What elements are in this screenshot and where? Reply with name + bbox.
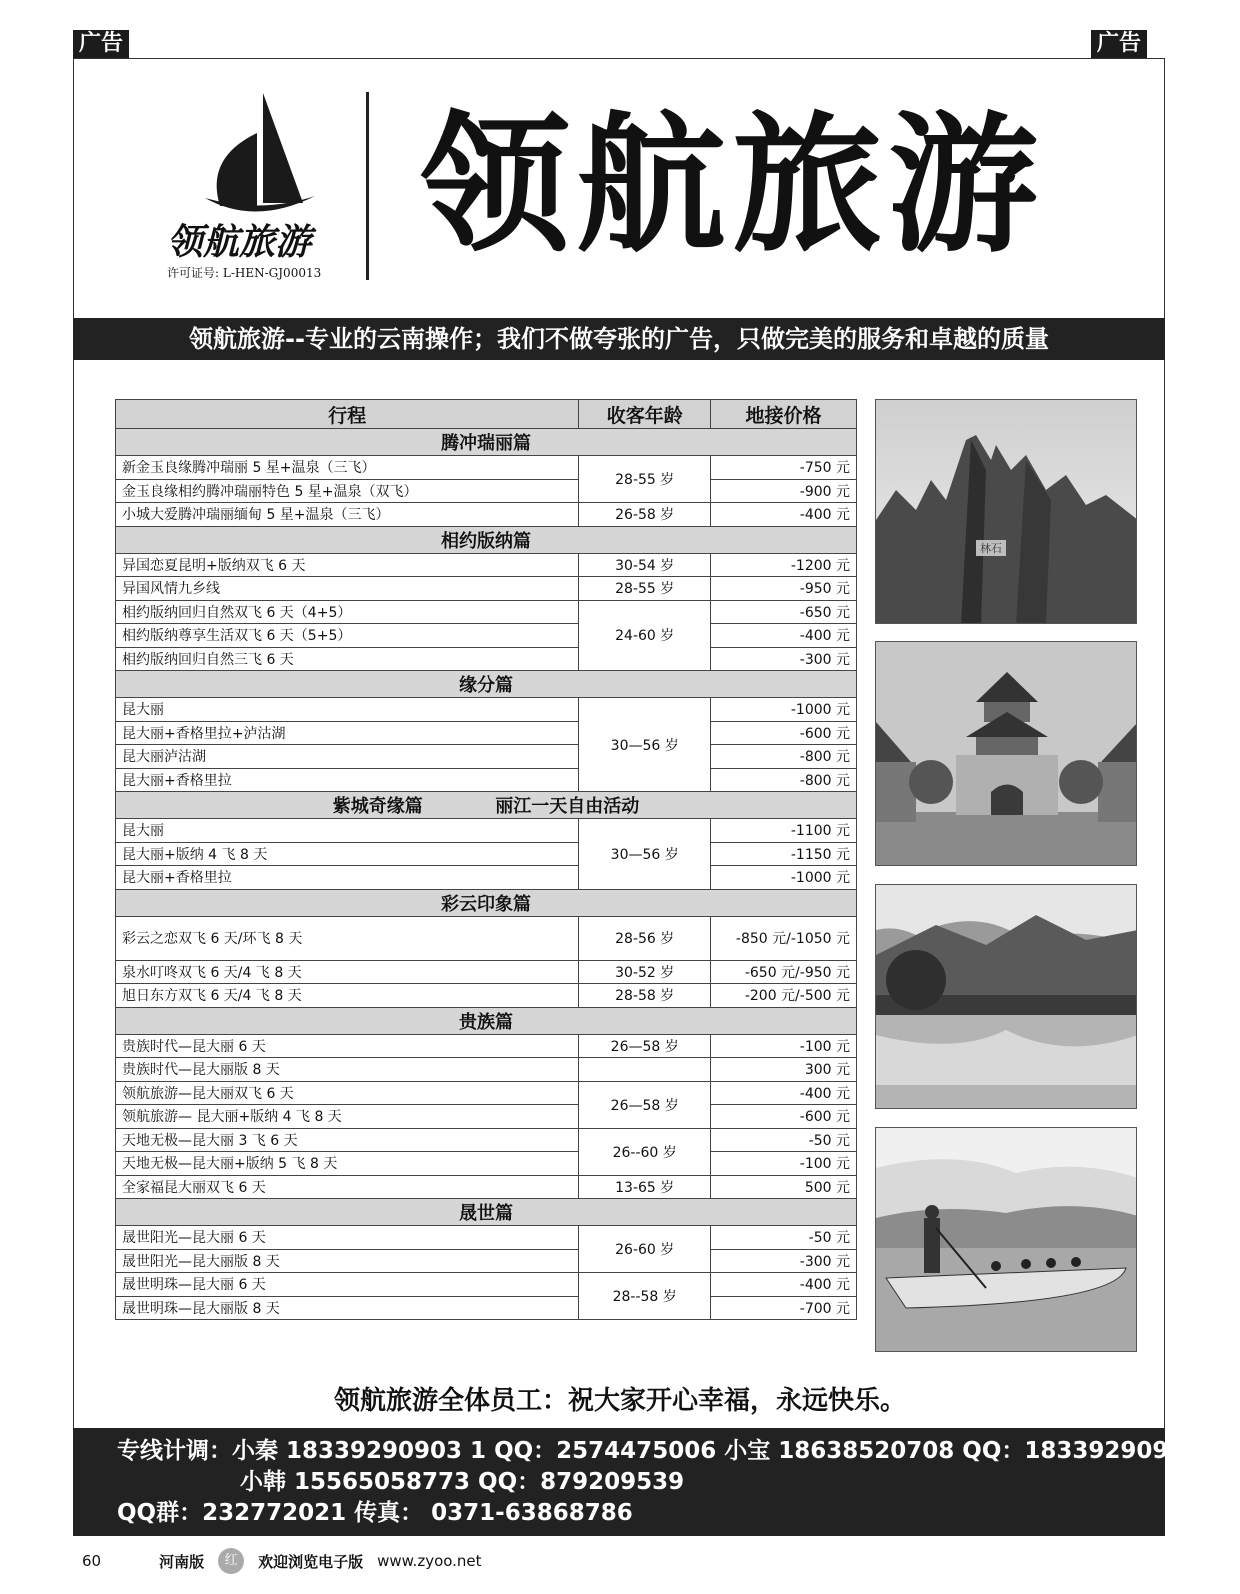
route-name: 天地无极—昆大丽+版纳 5 飞 8 天	[116, 1152, 579, 1176]
route-name: 泉水叮咚双飞 6 天/4 飞 8 天	[116, 960, 579, 984]
age-range: 28-56 岁	[579, 916, 711, 960]
edition-label: 河南版	[159, 1552, 205, 1571]
route-name: 异国风情九乡线	[116, 577, 579, 601]
age-range	[579, 1058, 711, 1082]
age-range: 26--60 岁	[579, 1128, 711, 1175]
page-number: 60	[82, 1552, 102, 1570]
route-price: -300 元	[711, 1249, 857, 1273]
route-price: -1150 元	[711, 842, 857, 866]
route-name: 相约版纳回归自然三飞 6 天	[116, 647, 579, 671]
route-name: 天地无极—昆大丽 3 飞 6 天	[116, 1128, 579, 1152]
route-name: 相约版纳尊享生活双飞 6 天（5+5）	[116, 624, 579, 648]
age-range: 30—56 岁	[579, 698, 711, 792]
section-title: 腾冲瑞丽篇	[116, 429, 857, 456]
route-name: 异国恋夏昆明+版纳双飞 6 天	[116, 553, 579, 577]
age-range: 13-65 岁	[579, 1175, 711, 1199]
route-name: 晟世阳光—昆大丽 6 天	[116, 1226, 579, 1250]
route-price: -50 元	[711, 1226, 857, 1250]
route-price: -800 元	[711, 745, 857, 769]
route-price: -100 元	[711, 1152, 857, 1176]
page-footer	[82, 1548, 482, 1574]
itinerary-table	[115, 399, 857, 1320]
route-name: 金玉良缘相约腾冲瑞丽特色 5 星+温泉（双飞）	[116, 479, 579, 503]
section-title-note: 丽江一天自由活动	[495, 796, 640, 817]
license-number: 许可证号: L-HEN-GJ00013	[167, 266, 322, 280]
col-header-age: 收客年龄	[579, 400, 711, 429]
route-price: -300 元	[711, 647, 857, 671]
route-price: -800 元	[711, 768, 857, 792]
route-name: 昆大丽+香格里拉	[116, 768, 579, 792]
route-name: 全家福昆大丽双飞 6 天	[116, 1175, 579, 1199]
age-range: 30—56 岁	[579, 819, 711, 890]
age-range: 26—58 岁	[579, 1034, 711, 1058]
route-name: 领航旅游—昆大丽双飞 6 天	[116, 1081, 579, 1105]
section-title: 贵族篇	[116, 1007, 857, 1034]
route-price: -1000 元	[711, 866, 857, 890]
route-price: -700 元	[711, 1296, 857, 1320]
route-name: 昆大丽泸沽湖	[116, 745, 579, 769]
stone-sign-text: 林石	[980, 542, 1002, 555]
route-price: -750 元	[711, 456, 857, 480]
age-range: 28-55 岁	[579, 456, 711, 503]
age-range: 30-52 岁	[579, 960, 711, 984]
section-title: 彩云印象篇	[116, 889, 857, 916]
ad-tag-left: 广告	[73, 30, 129, 58]
route-price: -1200 元	[711, 553, 857, 577]
route-price: -600 元	[711, 721, 857, 745]
section-title: 晟世篇	[116, 1199, 857, 1226]
route-name: 晟世阳光—昆大丽版 8 天	[116, 1249, 579, 1273]
route-name: 领航旅游— 昆大丽+版纳 4 飞 8 天	[116, 1105, 579, 1129]
age-range: 28--58 岁	[579, 1273, 711, 1320]
age-range: 26—58 岁	[579, 1081, 711, 1128]
contact-line: QQ群：232772021 传真： 0371-63868786	[117, 1500, 633, 1526]
route-price: -650 元/-950 元	[711, 960, 857, 984]
slogan-banner: 领航旅游--专业的云南操作；我们不做夸张的广告，只做完美的服务和卓越的质量	[73, 318, 1165, 360]
route-price: -1100 元	[711, 819, 857, 843]
age-range: 28-58 岁	[579, 984, 711, 1008]
col-header-price: 地接价格	[711, 400, 857, 429]
stone-forest-photo	[875, 399, 1137, 624]
col-header-route: 行程	[116, 400, 579, 429]
route-name: 新金玉良缘腾冲瑞丽 5 星+温泉（三飞）	[116, 456, 579, 480]
route-price: -650 元	[711, 600, 857, 624]
welcome-text: 欢迎浏览电子版	[258, 1552, 364, 1571]
route-price: -1000 元	[711, 698, 857, 722]
contact-line: 专线计调：小秦 18339290903 1 QQ：2574475006 小宝 18638520708 QQ：18339290901	[117, 1438, 1201, 1464]
route-name: 旭日东方双飞 6 天/4 飞 8 天	[116, 984, 579, 1008]
lake-reflection-photo	[875, 884, 1137, 1109]
route-price: -50 元	[711, 1128, 857, 1152]
route-name: 相约版纳回归自然双飞 6 天（4+5）	[116, 600, 579, 624]
company-logo	[165, 88, 365, 288]
route-price: -200 元/-500 元	[711, 984, 857, 1008]
route-price: -600 元	[711, 1105, 857, 1129]
route-price: 500 元	[711, 1175, 857, 1199]
route-price: -900 元	[711, 479, 857, 503]
route-name: 昆大丽+香格里拉+泸沽湖	[116, 721, 579, 745]
page-title: 领航旅游	[420, 99, 1045, 273]
section-title: 相约版纳篇	[116, 526, 857, 553]
badge-icon: 红	[218, 1548, 244, 1574]
section-title	[116, 792, 857, 819]
route-name: 晟世明珠—昆大丽版 8 天	[116, 1296, 579, 1320]
route-name: 贵族时代—昆大丽版 8 天	[116, 1058, 579, 1082]
contact-block	[73, 1428, 1201, 1536]
route-price: -850 元/-1050 元	[711, 916, 857, 960]
route-price: -950 元	[711, 577, 857, 601]
gate-tower-photo	[875, 641, 1137, 866]
route-name: 昆大丽+香格里拉	[116, 866, 579, 890]
logo-text: 领航旅游	[167, 221, 312, 263]
route-price: -100 元	[711, 1034, 857, 1058]
route-price: -400 元	[711, 503, 857, 527]
route-name: 昆大丽+版纳 4 飞 8 天	[116, 842, 579, 866]
route-price: 300 元	[711, 1058, 857, 1082]
greeting-text: 领航旅游全体员工：祝大家开心幸福，永远快乐。	[333, 1386, 906, 1416]
site-url[interactable]: www.zyoo.net	[377, 1552, 482, 1570]
route-price: -400 元	[711, 1273, 857, 1297]
contact-line: 小韩 15565058773 QQ：879209539	[240, 1469, 685, 1495]
route-name: 晟世明珠—昆大丽 6 天	[116, 1273, 579, 1297]
route-name: 彩云之恋双飞 6 天/环飞 8 天	[116, 916, 579, 960]
logo-divider	[366, 92, 369, 280]
boat-fisherman-photo	[875, 1127, 1137, 1352]
route-name: 昆大丽	[116, 698, 579, 722]
route-price: -400 元	[711, 624, 857, 648]
route-name: 贵族时代—昆大丽 6 天	[116, 1034, 579, 1058]
age-range: 30-54 岁	[579, 553, 711, 577]
route-name: 昆大丽	[116, 819, 579, 843]
ad-tag-right: 广告	[1091, 30, 1147, 58]
age-range: 24-60 岁	[579, 600, 711, 671]
age-range: 26-58 岁	[579, 503, 711, 527]
route-price: -400 元	[711, 1081, 857, 1105]
age-range: 26-60 岁	[579, 1226, 711, 1273]
section-title: 缘分篇	[116, 671, 857, 698]
section-title-main: 紫城奇缘篇	[332, 796, 423, 817]
age-range: 28-55 岁	[579, 577, 711, 601]
route-name: 小城大爱腾冲瑞丽缅甸 5 星+温泉（三飞）	[116, 503, 579, 527]
